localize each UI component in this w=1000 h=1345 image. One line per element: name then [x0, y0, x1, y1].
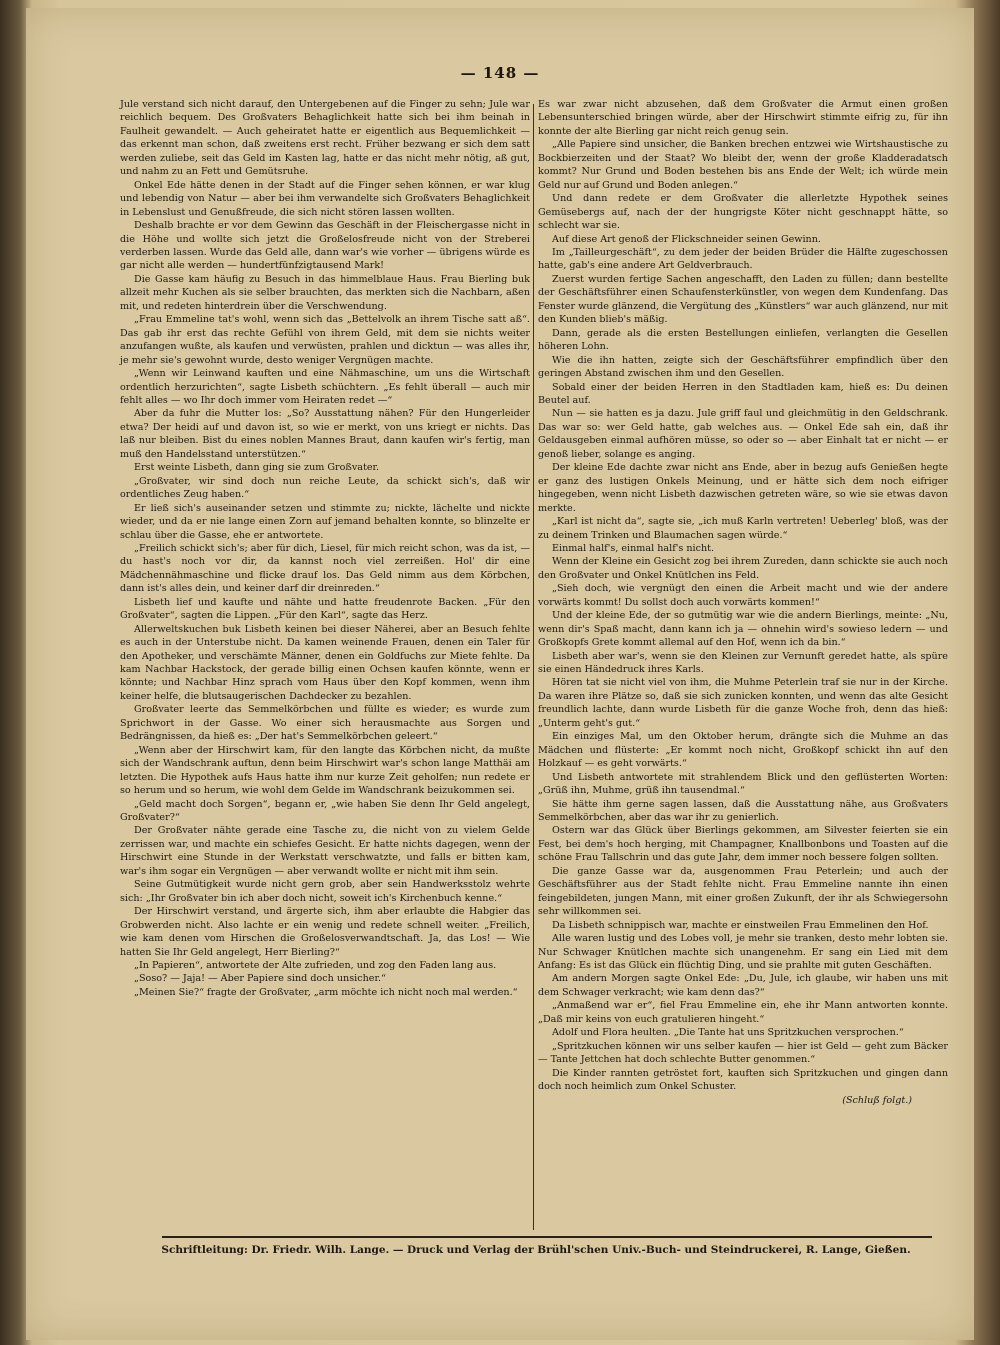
- article-paragraph: „Spritzkuchen können wir uns selber kaufen — hier ist Geld — geht zum Bäcker — Tante Jettchen hat doch schlechte Butter genommen.“: [538, 1040, 948, 1066]
- article-paragraph: Der Hirschwirt verstand, und ärgerte sich, ihm aber erlaubte die Habgier das Grobwerden nicht. Also lachte er ein wenig und redete schnell weiter. „Freilich, wie kam denen vom Hirschen die Großelosverwandtschaft. Ja, das Los! — Wie hatten Sie Ihr Geld angelegt, Herr Bierling?“: [120, 906, 530, 958]
- column-divider: [533, 104, 534, 1230]
- article-paragraph: Er ließ sich's auseinander setzen und stimmte zu; nickte, lächelte und nickte wieder, und da er nie lange einen Zorn auf jemand behalten konnte, so blinzelte er schlau über die Gasse, ehe er antwortete.: [120, 502, 530, 541]
- article-paragraph: Wenn der Kleine ein Gesicht zog bei ihrem Zureden, dann schickte sie auch noch den Großvater und Onkel Knütlchen ins Feld.: [538, 556, 948, 581]
- page-number: — 148 —: [460, 64, 540, 82]
- article-paragraph: „Wenn aber der Hirschwirt kam, für den langte das Körbchen nicht, da mußte sich der Wandschrank auftun, denn beim Hirschwirt war's schon lange Matthäi am letzten. Die Hypothek aufs Haus hatte ihm nur kurze Zeit geholfen; nun redete er so herum und so herum, wie wohl dem Gelde im Wandschrank beizukommen sei.: [120, 744, 530, 797]
- article-paragraph: Am andern Morgen sagte Onkel Ede: „Du, Jule, ich glaube, wir haben uns mit dem Schwager verkracht; wie kam denn das?“: [538, 973, 948, 998]
- article-paragraph: „Karl ist nicht da“, sagte sie, „ich muß Karln vertreten! Ueberleg' bloß, was der zu deinem Trinken und Blaumachen sagen würde.“: [538, 516, 948, 541]
- continued-note: (Schluß folgt.): [842, 1094, 912, 1106]
- article-paragraph: „Alle Papiere sind unsicher, die Banken brechen entzwei wie Wirtshaustische zu Bockbierzeiten und der Staat? Wo bleibt der, wenn der große Kladderadatsch kommt? Nur Grund und Boden bestehen bis ans Ende der Welt; ich würde mein Geld nur auf Grund und Boden anlegen.“: [538, 139, 948, 191]
- article-paragraph: Hören tat sie nicht viel von ihm, die Muhme Peterlein traf sie nur in der Kirche. Da waren ihre Plätze so, daß sie sich zunicken konnten, und wenn das alte Gesicht freundlich lachte, dann wurde Lisbeth für die ganze Woche froh, denn das hieß: „Unterm geht's gut.“: [538, 677, 948, 729]
- article-paragraph: Onkel Ede hätte denen in der Stadt auf die Finger sehen können, er war klug und lebendig von Natur — aber bei ihm verwandelte sich Großvaters Behaglichkeit in Lebenslust und Genußfreude, die sich nicht stören lassen wollten.: [120, 179, 530, 218]
- article-paragraph: Adolf und Flora heulten. „Die Tante hat uns Spritzkuchen versprochen.“: [552, 1027, 904, 1039]
- newspaper-page: [26, 8, 974, 1340]
- article-paragraph: Alle waren lustig und des Lobes voll, je mehr sie tranken, desto mehr lobten sie. Nur Schwager Knütlchen machte sich unangenehm. Er sang ein Lied mit dem Anfang: Es ist das Glück ein flüchtig Ding, und sie prahlte mit guten Geschäften.: [538, 933, 948, 971]
- article-paragraph: Zuerst wurden fertige Sachen angeschafft, den Laden zu füllen; dann bestellte der Geschäftsführer einen Schaufensterkünstler, von wegen dem Kundenfang. Das Fenster wurde glänzend, die Vergütung des „Künstlers“ war auch glänzend, nur mit den Kunden blieb's mäßig.: [538, 273, 948, 326]
- article-paragraph: Ein einziges Mal, um den Oktober herum, drängte sich die Muhme an das Mädchen und flüsterte: „Er kommt noch nicht, Großkopf schickt ihn auf den Holzkauf — es geht vorwärts.“: [538, 731, 948, 770]
- article-paragraph: Aber da fuhr die Mutter los: „So? Ausstattung nähen? Für den Hungerleider etwa? Der heidi auf und davon ist, so wie er merkt, von uns kriegt er nichts. Das laß nur bleiben. Bist du eines noblen Mannes Braut, dann kaufen wir's fertig, man muß den Handelsstand unterstützen.“: [120, 408, 530, 460]
- article-paragraph: Und Lisbeth antwortete mit strahlendem Blick und den geflüsterten Worten: „Grüß ihn, Muhme, grüß ihn tausendmal.“: [538, 771, 948, 797]
- article-paragraph: Und der kleine Ede, der so gutmütig war wie die andern Bierlings, meinte: „Nu, wenn dir's Spaß macht, dann kann ich ja — ohnehin wird's sowieso ledern — und Großkopfs Grete kommt allemal auf den Hof, wenn ich da bin.“: [538, 610, 948, 649]
- article-paragraph: Jule verstand sich nicht darauf, den Untergebenen auf die Finger zu sehn; Jule war reichlich bequem. Des Großvaters Behaglichkeit hatte sich bei ihm beinah in Faulheit gewandelt. — Auch geheiratet hatte er eigentlich aus Bequemlichkeit — das erkennt man schon, daß zweitens erst recht. Früher bezwang er sich dem satt werden zuliebe, seit das Geld im Kasten lag, hatte er das nicht mehr nötig, aß gut, und nahm zu an Fett und Gemütsruhe.: [120, 99, 530, 178]
- article-paragraph: Die Kinder rannten getröstet fort, kauften sich Spritzkuchen und gingen dann doch noch heimlich zum Onkel Schuster.: [538, 1067, 948, 1093]
- article-paragraph: Der Großvater nähte gerade eine Tasche zu, die nicht von zu vielem Gelde zerrissen war, und machte ein schiefes Gesicht. Er hatte nichts dagegen, wenn der Hirschwirt eine Stunde in der Werkstatt verschwatzte, und falls er bitten kam, war's ihm sogar ein Vergnügen — aber verwandt wollte er nicht mit ihm sein.: [120, 825, 530, 877]
- article-paragraph: Deshalb brachte er vor dem Gewinn das Geschäft in der Fleischergasse nicht in die Höhe und wollte sich jetzt die Großelosfreude nicht von der Streberei verderben lassen. Wurde das Geld alle, dann war's wie vorher — übrigens würde es gar nicht alle werden — hundertfünfzigtausend Mark!: [120, 220, 530, 272]
- right-column: [538, 98, 948, 1107]
- publisher-footer: Schriftleitung: Dr. Friedr. Wilh. Lange. — Druck und Verlag der Brühl'schen Univ.-Buch- und Steindruckerei, R. Lange, Gießen.: [161, 1244, 911, 1256]
- article-paragraph: „Sieh doch, wie vergnügt den einen die Arbeit macht und wie der andere vorwärts kommt! Du sollst doch auch vorwärts kommen!“: [538, 583, 948, 608]
- article-paragraph: Wie die ihn hatten, zeigte sich der Geschäftsführer empfindlich über den geringen Abstand zwischen ihm und den Gesellen.: [538, 354, 948, 380]
- article-paragraph: „Anmaßend war er“, fiel Frau Emmeline ein, ehe ihr Mann antworten konnte. „Daß mir keins von euch gratulieren hingeht.“: [538, 1000, 948, 1025]
- article-paragraph: Da Lisbeth schnippisch war, machte er einstweilen Frau Emmelinen den Hof.: [552, 919, 929, 931]
- article-paragraph: Es war zwar nicht abzusehen, daß dem Großvater die Armut einen großen Lebensunterschied bringen würde, aber der Hirschwirt stimmte eifrig zu, für ihn konnte der alte Bierling gar nicht reich genug sein.: [538, 99, 948, 137]
- article-paragraph: Seine Gutmütigkeit wurde nicht gern grob, aber sein Handwerksstolz wehrte sich: „Ihr Großvater bin ich aber doch nicht, soweit ich's Kirchenbuch kenne.“: [120, 879, 530, 904]
- article-paragraph: Nun — sie hatten es ja dazu. Jule griff faul und gleichmütig in den Geldschrank. Das war so: wer Geld hatte, gab welches aus. — Onkel Ede sah ein, daß ihr Geldausgeben einmal aufhören müsse, so oder so — aber Einhalt tat er nicht — er genoß lieber, solange es anging.: [538, 408, 948, 460]
- article-paragraph: „Soso? — Jaja! — Aber Papiere sind doch unsicher.“: [134, 973, 386, 985]
- article-paragraph: Einmal half's, einmal half's nicht.: [552, 542, 715, 554]
- article-paragraph: Erst weinte Lisbeth, dann ging sie zum Großvater.: [134, 462, 380, 474]
- article-paragraph: Ostern war das Glück über Bierlings gekommen, am Silvester feierten sie ein Fest, bei dem's hoch herging, mit Champagner, Knallbonbons und Toasten auf die schöne Frau Tallschrin und das gute Jahr, dem immer noch bessere folgen sollten.: [538, 825, 948, 864]
- footer-rule: [162, 1236, 932, 1238]
- article-paragraph: Auf diese Art genoß der Flickschneider seinen Gewinn.: [552, 233, 821, 245]
- article-paragraph: Sobald einer der beiden Herren in den Stadtladen kam, hieß es: Du deinen Beutel auf.: [538, 381, 948, 406]
- article-paragraph: Großvater leerte das Semmelkörbchen und füllte es wieder; es wurde zum Sprichwort in der Gasse. Wo einer sich herausmachte aus Sorgen und Bedrängnissen, da hieß es: „Der hat's Semmelkörbchen geleert.“: [120, 704, 530, 743]
- article-paragraph: Lisbeth aber war's, wenn sie den Kleinen zur Vernunft geredet hatte, als spüre sie einen Händedruck ihres Karls.: [538, 650, 948, 676]
- article-paragraph: „Frau Emmeline tat's wohl, wenn sich das „Bettelvolk an ihrem Tische satt aß“. Das gab ihr erst das rechte Gefühl von ihrem Geld, mit dem sie nichts weiter anzufangen wußte, als kaufen und verwüsten, prahlen und dicktun — was alles ihr, je mehr sie's gewohnt wurde, desto weniger Vergnügen machte.: [120, 314, 530, 366]
- article-paragraph: Der kleine Ede dachte zwar nicht ans Ende, aber in bezug aufs Genießen hegte er ganz des lustigen Onkels Meinung, und er hätte sich dem noch eifriger hingegeben, wenn nicht Lisbeth dazwischen getreten wäre, so wie sie etwas davon merkte.: [538, 462, 948, 514]
- article-paragraph: „In Papieren“, antwortete der Alte zufrieden, und zog den Faden lang aus.: [134, 960, 497, 971]
- article-paragraph: Sie hätte ihm gerne sagen lassen, daß die Ausstattung nähe, aus Großvaters Semmelkörbchen, aber das war ihr zu genierlich.: [538, 798, 948, 824]
- article-paragraph: Dann, gerade als die ersten Bestellungen einliefen, verlangten die Gesellen höheren Lohn.: [538, 327, 948, 353]
- article-paragraph: Allerweltskuchen buk Lisbeth keinen bei dieser Näherei, aber an Besuch fehlte es auch in der Unterstube nicht. Da kamen weinende Frauen, denen ein Taler für den Apotheker, und verschämte Männer, denen ein Goldfuchs zur Miete fehlte. Da kam Nachbar Hackstock, der gerade billig einen Ochsen kaufen könnte, wenn er könnte; und Nachbar Hinz sprach vom Haus über den Kopf kommen, wenn ihm keiner helfe, die blutsaugerischen Dachdecker zu bezahlen.: [120, 623, 530, 702]
- article-paragraph: Die ganze Gasse war da, ausgenommen Frau Peterlein; und auch der Geschäftsführer aus der Stadt fehlte nicht. Frau Emmeline nannte ihn einen feingebildeten, jungen Mann, mit einer großen Zukunft, der ihr als Schwiegersohn sehr willkommen sei.: [538, 865, 948, 918]
- article-paragraph: „Geld macht doch Sorgen“, begann er, „wie haben Sie denn Ihr Geld angelegt, Großvater?“: [120, 798, 530, 824]
- article-paragraph: Im „Tailleurgeschäft“, zu dem jeder der beiden Brüder die Hälfte zugeschossen hatte, gab's eine andere Art Geldverbrauch.: [538, 246, 948, 272]
- article-paragraph: Lisbeth lief und kaufte und nähte und hatte freudenrote Backen. „Für den Großvater“, sagten die Lippen. „Für den Karl“, sagte das Herz.: [120, 596, 530, 622]
- article-paragraph: Und dann redete er dem Großvater die allerletzte Hypothek seines Gemüsebergs auf, nach der der hungrigste Köter nicht geschnappt hätte, so schlecht war sie.: [538, 193, 948, 232]
- article-paragraph: „Wenn wir Leinwand kauften und eine Nähmaschine, um uns die Wirtschaft ordentlich herzurichten“, sagte Lisbeth schüchtern. „Es fehlt überall — auch mir fehlt alles — wo Ihr doch immer vom Heiraten redet —“: [120, 368, 530, 406]
- article-paragraph: „Freilich schickt sich's; aber für dich, Liesel, für mich reicht schon, was da ist, — du hast's noch vor dir, da kannst noch viel zerreißen. Hol' dir eine Mädchennähmaschine und flicke drauf los. Das Geld nimm aus dem Körbchen, dann ist's alles dein, und keiner darf dir dreinreden.“: [120, 542, 530, 595]
- left-column: [120, 98, 530, 999]
- article-paragraph: „Meinen Sie?“ fragte der Großvater, „arm möchte ich nicht noch mal werden.“: [134, 986, 518, 998]
- article-paragraph: Die Gasse kam häufig zu Besuch in das himmelblaue Haus. Frau Bierling buk allzeit mehr Kuchen als sie selber brauchten, das merkten sich die Nachbarn, aßen mit, und redeten hinterdrein über die Verschwendung.: [120, 273, 530, 312]
- article-paragraph: „Großvater, wir sind doch nun reiche Leute, da schickt sich's, daß wir ordentliches Zeug haben.“: [120, 475, 530, 501]
